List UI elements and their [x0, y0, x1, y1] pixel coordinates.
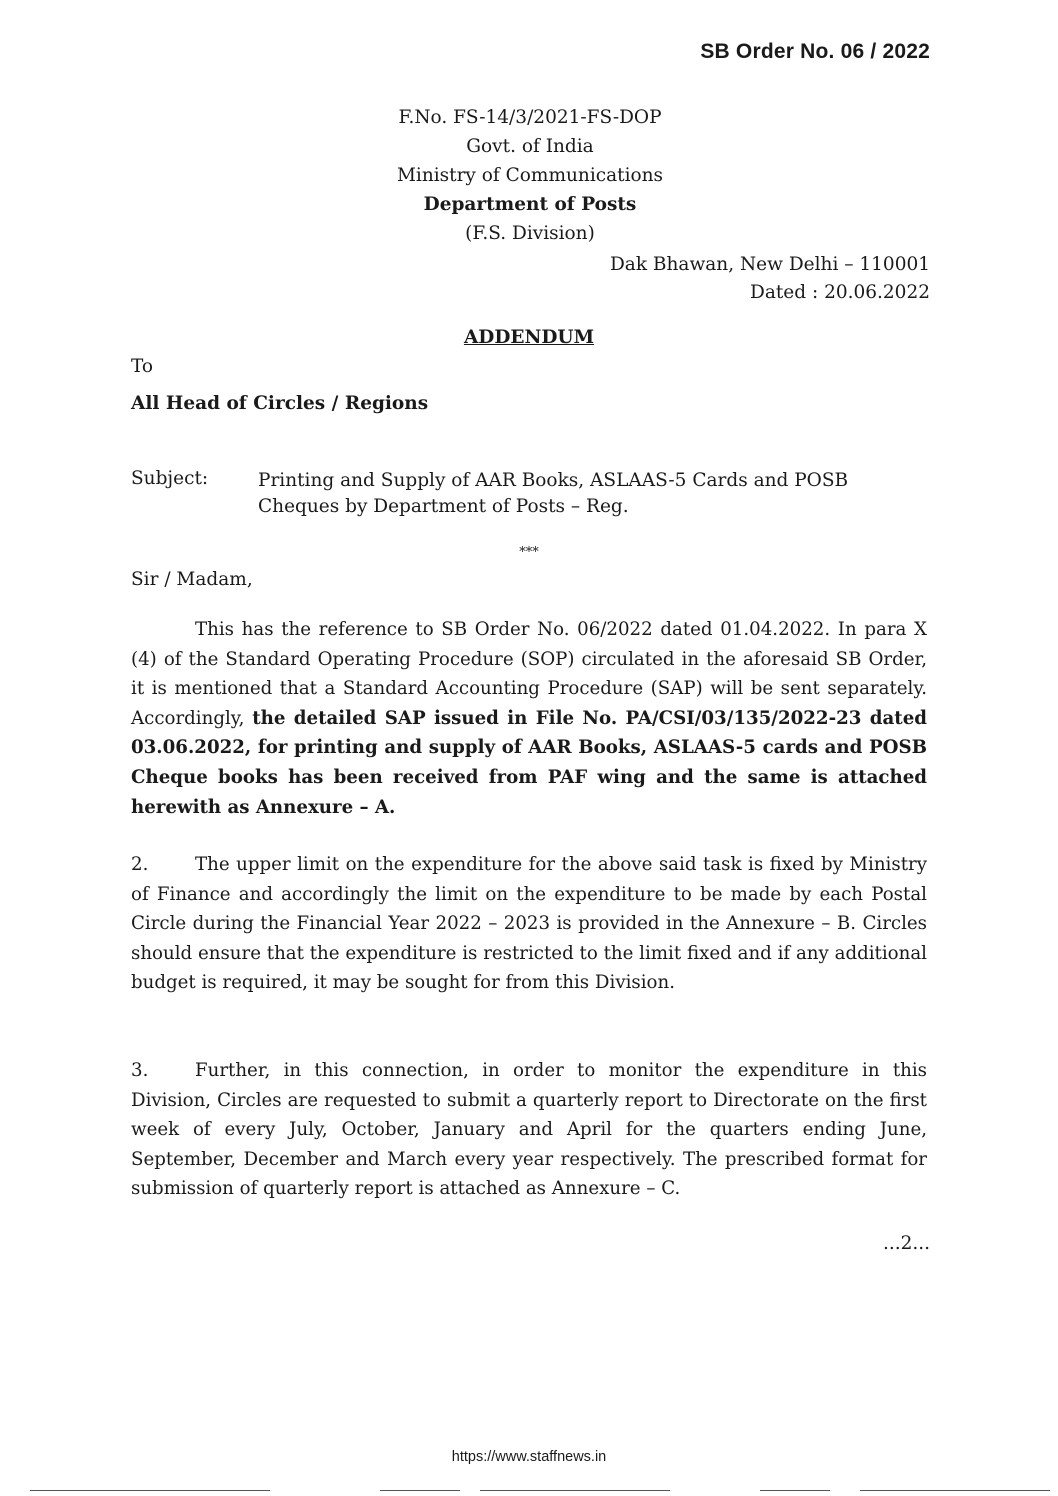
to-label: To [131, 356, 154, 377]
paragraph-2 [131, 850, 927, 998]
paragraph-1-text: This has the reference to SB Order No. 06/2022 dated 01.04.2022. In para X (4) of the Standard Operating Procedure (SOP) circulated in the aforesaid SB Order, it is mentioned that a Standard Accounting Procedure (SAP) will be sent separately. Accordingly, [131, 619, 927, 729]
paragraph-3-text: Further, in this connection, in order to monitor the expenditure in this Division, Circles are requested to submit a quarterly report to Directorate on the first week of every July, October, January and April for the quarters ending June, September, December and March every year respectively. The prescribed format for submission of quarterly report is attached as Annexure – C. [131, 1060, 927, 1200]
government: Govt. of India [466, 136, 594, 157]
paragraph-1 [131, 615, 927, 822]
file-number: F.No. FS-14/3/2021-FS-DOP [398, 107, 662, 128]
page-continuation: ...2... [882, 1233, 930, 1254]
document-title: ADDENDUM [463, 327, 595, 348]
paragraph-2-text: The upper limit on the expenditure for the above said task is fixed by Ministry of Finance and accordingly the limit on the expenditure to be made by each Postal Circle during the Financial Year 2022 – 2023 is provided in the Annexure – B. Circles should ensure that the expenditure is restricted to the limit fixed and if any additional budget is required, it may be sought for from this Division. [131, 854, 927, 994]
footer-url: https://www.staffnews.in [451, 1449, 607, 1465]
ministry: Ministry of Communications [396, 165, 664, 186]
salutation: Sir / Madam, [131, 569, 253, 590]
footer-rule [860, 1490, 1050, 1491]
separator: *** [519, 545, 539, 560]
letter-header [380, 103, 680, 248]
paragraph-1-bold-text: the detailed SAP issued in File No. PA/CSI/03/135/2022-23 dated 03.06.2022, for printing and supply of AAR Books, ASLAAS-5 cards and POSB Cheque books has been received from PAF wing and the same is attached herewith as Annexure – A. [131, 707, 927, 818]
recipient: All Head of Circles / Regions [131, 393, 429, 414]
address-block [610, 251, 930, 307]
paragraph-3-number: 3. [131, 1060, 149, 1081]
division: (F.S. Division) [465, 223, 595, 244]
footer-rule [480, 1490, 670, 1491]
footer-rule [30, 1490, 270, 1491]
footer-rule [380, 1490, 460, 1491]
address: Dak Bhawan, New Delhi – 110001 [609, 254, 930, 275]
subject-label: Subject: [131, 468, 209, 489]
footer-rule [760, 1490, 830, 1491]
order-number: SB Order No. 06 / 2022 [700, 40, 930, 63]
subject-text: Printing and Supply of AAR Books, ASLAAS-5 Cards and POSB Cheques by Department of Posts – Reg. [258, 470, 849, 517]
department: Department of Posts [423, 194, 637, 215]
paragraph-3 [131, 1056, 927, 1204]
date: Dated : 20.06.2022 [749, 282, 930, 303]
paragraph-2-number: 2. [131, 854, 149, 875]
